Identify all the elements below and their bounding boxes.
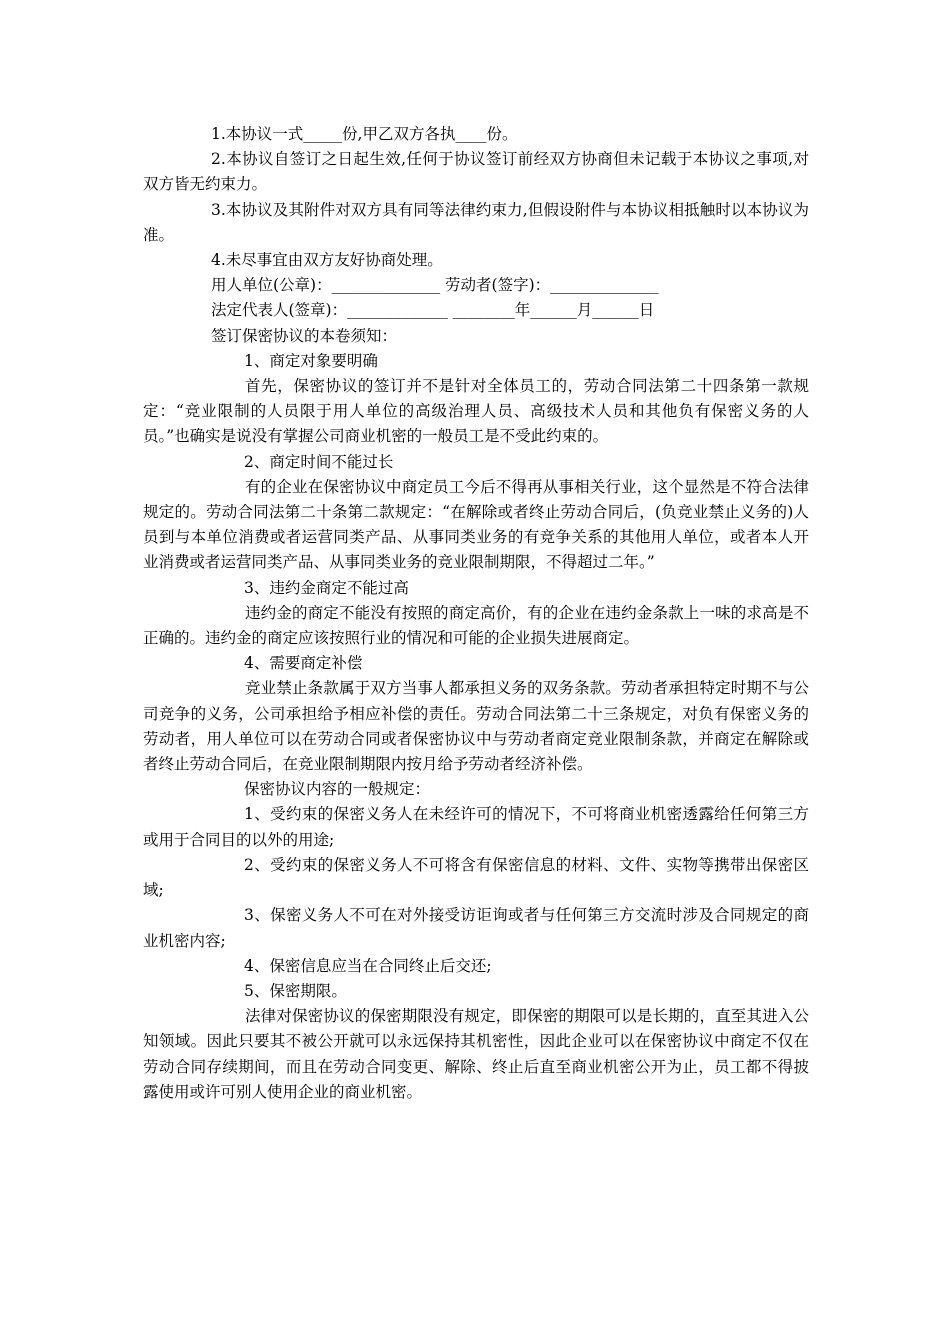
general-rules-heading: 保密协议内容的一般规定： [244, 780, 431, 799]
notes-heading: 签订保密协议的本卷须知： [211, 326, 398, 345]
note-3-heading: 3、违约金商定不能过高 [244, 578, 409, 597]
note-4-heading: 4、需要商定补偿 [244, 654, 363, 673]
rule-4: 4、保密信息应当在合同终止后交还; [244, 956, 492, 975]
clause-binding-force: 3.本协议及其附件对双方具有同等法律约束力,但假设附件与本协议相抵触时以本协议为准。 [143, 200, 809, 244]
note-3-body: 违约金的商定不能没有按照的商定高价，有的企业在违约金条款上一味的求高是不正确的。违约金的商定应该按照行业的情况和可能的企业损失进展商定。 [143, 603, 809, 648]
note-1-body: 首先，保密协议的签订并不是针对全体员工的，劳动合同法第二十四条第一款规定：“竞业限制的人员限于用人单位的高级治理人员、高级技术人员和其他负有保密义务的人员。”也确实是说没有掌握公司商业机密的一般员工是不受此约束的。 [143, 377, 809, 446]
rule-5-body: 法律对保密协议的保密期限没有规定，即保密的期限可以是长期的，直至其进入公知领域。因此只要其不被公开就可以永远保持其机密性，因此企业可以在保密协议中商定不仅在劳动合同存续期间，而且在劳动合同变更、解除、终止后直至商业机密公开为止，员工都不得披露使用或许可别人使用企业的商业机密。 [143, 1007, 809, 1101]
note-4-body: 竞业禁止条款属于双方当事人都承担义务的双务条款。劳动者承担特定时期不与公司竞争的义务，公司承担给予相应补偿的责任。劳动合同法第二十三条规定，对负有保密义务的劳动者，用人单位可以在劳动合同或者保密协议中与劳动者商定竞业限制条款，并商定在解除或者终止劳动合同后，在竞业限制期限内按月给予劳动者经济补偿。 [143, 679, 809, 774]
note-2-body: 有的企业在保密协议中商定员工今后不得再从事相关行业，这个显然是不符合法律规定的。劳动合同法第二十条第二款规定：“在解除或者终止劳动合同后，(负竞业禁止义务的)人员到与本单位消费或者运营同类产品、从事同类业务的有竞争关系的其他用人单位，或者本人开业消费或者运营同类产品、从事同类业务的竞业限制期限，不得超过二年。” [143, 477, 809, 572]
note-1-heading: 1、商定对象要明确 [244, 351, 378, 370]
rule-2: 2、受约束的保密义务人不可将含有保密信息的材料、文件、实物等携带出保密区域; [143, 855, 809, 900]
rule-1: 1、受约束的保密义务人在未经许可的情况下，不可将商业机密透露给任何第三方或用于合同目的以外的用途; [143, 805, 809, 849]
clause-copies: 1.本协议一式_____份,甲乙双方各执____份。 [211, 125, 518, 143]
signature-line-employer: 用人单位(公章)：______________ 劳动者(签字)：______________ [211, 276, 659, 295]
signature-line-representative: 法定代表人(签章)：_____________ ________年______月______日 [211, 301, 655, 320]
rule-5: 5、保密期限。 [244, 981, 347, 1000]
rule-3: 3、保密义务人不可在对外接受访讵询或者与任何第三方交流时涉及合同规定的商业机密内容; [143, 906, 809, 950]
clause-unresolved: 4.未尽事宜由双方友好协商处理。 [211, 251, 443, 270]
note-2-heading: 2、商定时间不能过长 [244, 452, 394, 471]
clause-effective: 2.本协议自签订之日起生效,任何于协议签订前经双方协商但未记载于本协议之事项,对双方皆无约束力。 [143, 150, 809, 194]
document-page [143, 122, 809, 1105]
